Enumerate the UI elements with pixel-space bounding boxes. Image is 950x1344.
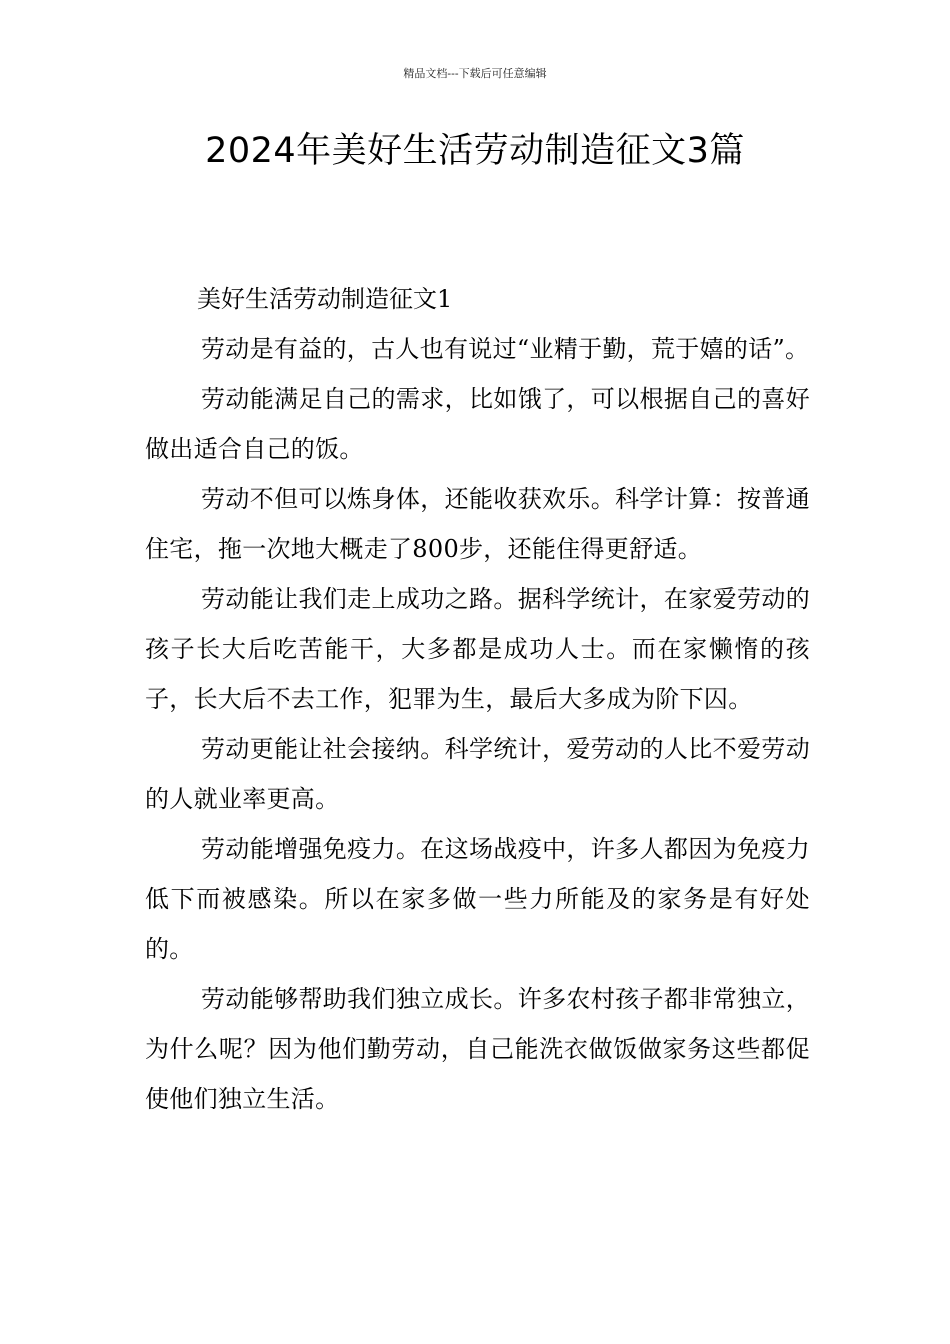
paragraph: 劳动能让我们走上成功之路。据科学统计，在家爱劳动的孩子长大后吃苦能干，大多都是成功人士。而在家懒惰的孩子，长大后不去工作，犯罪为生，最后大多成为阶下囚。	[145, 585, 810, 713]
header-note: 精品文档---下载后可任意编辑	[403, 67, 547, 80]
paragraph: 劳动不但可以炼身体，还能收获欢乐。科学计算：按普通住宅，拖一次地大概走了800步，还能住得更舒适。	[145, 485, 810, 563]
paragraph: 劳动能够帮助我们独立成长。许多农村孩子都非常独立，为什么呢？因为他们勤劳动，自己能洗衣做饭做家务这些都促使他们独立生活。	[145, 985, 810, 1113]
paragraph: 劳动能增强免疫力。在这场战疫中，许多人都因为免疫力低下而被感染。所以在家多做一些力所能及的家务是有好处的。	[145, 835, 810, 963]
paragraph: 劳动更能让社会接纳。科学统计，爱劳动的人比不爱劳动的人就业率更高。	[145, 735, 810, 813]
paragraph: 劳动能满足自己的需求，比如饿了，可以根据自己的喜好做出适合自己的饭。	[145, 385, 810, 463]
section-heading: 美好生活劳动制造征文1	[197, 285, 453, 313]
document-title: 2024年美好生活劳动制造征文3篇	[205, 131, 745, 171]
document-body	[145, 274, 810, 1124]
paragraph: 劳动是有益的，古人也有说过“业精于勤，荒于嬉的话”。	[201, 335, 810, 363]
